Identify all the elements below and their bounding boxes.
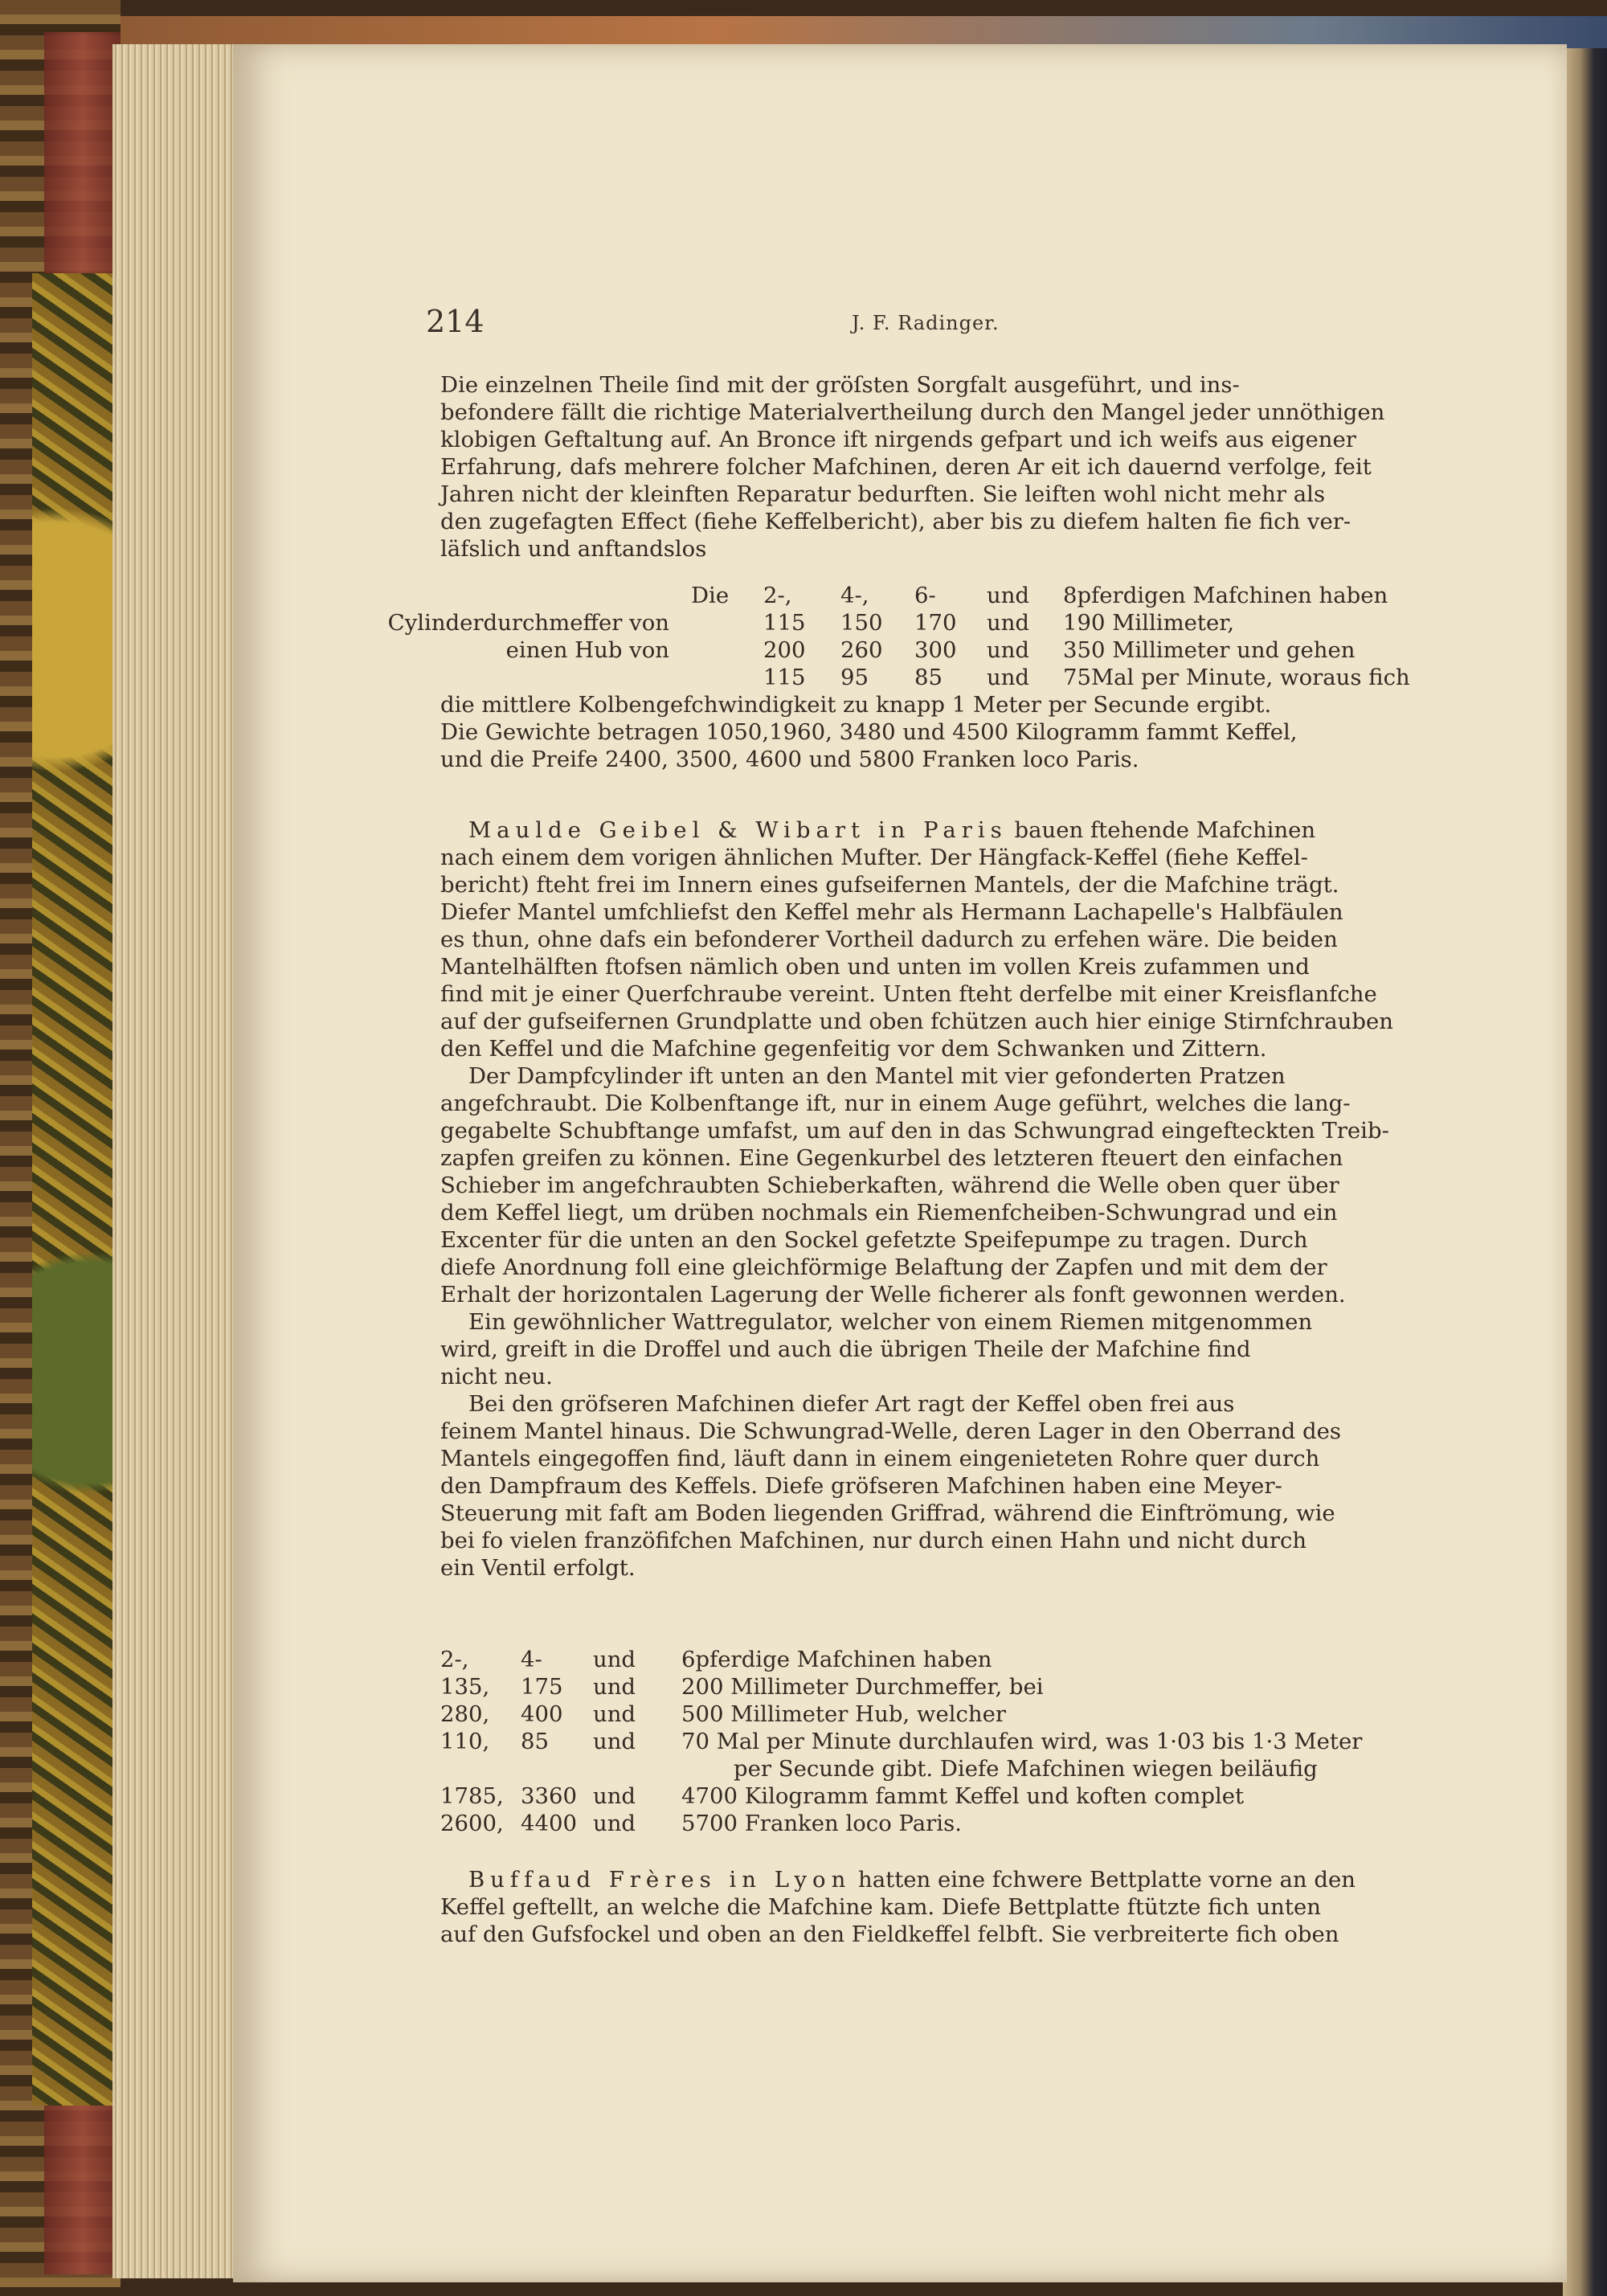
marbled-cover	[32, 273, 112, 2106]
table-cell: 3360	[521, 1783, 577, 1809]
table-cell: einen Hub von	[505, 637, 669, 663]
table-engine-specs-1	[387, 582, 1485, 691]
paragraph-3-line: auf der gufseifernen Grundplatte und oben fchützen auch hier einige Stirnfchrauben	[440, 1009, 1393, 1034]
page-header	[426, 304, 1454, 352]
paragraph-2	[440, 691, 1437, 773]
running-head: J. F. Radinger.	[852, 312, 1000, 334]
firm-name-maulde: Maulde Geibel & Wibart in Paris	[468, 817, 1008, 843]
table-cell: 2600,	[440, 1811, 504, 1836]
table-cell: 85	[914, 665, 943, 690]
table-cell: 95	[840, 665, 869, 690]
table-cell: und	[593, 1811, 636, 1836]
paragraph-1	[440, 371, 1437, 563]
table-cell: 135,	[440, 1674, 490, 1700]
table-cell: 190 Millimeter,	[1063, 610, 1235, 636]
table-cell: 4400	[521, 1811, 577, 1836]
paragraph-1-line: läfslich und anftandslos	[440, 536, 707, 562]
paragraph-3-line: zapfen greifen zu können. Eine Gegenkurbel des letzteren fteuert den einfachen	[440, 1145, 1343, 1171]
table-row	[440, 1782, 1485, 1810]
table-cell: Die	[691, 583, 730, 608]
paragraph-3-line: diefe Anordnung foll eine gleichförmige Belaftung der Zapfen und mit dem der	[440, 1254, 1327, 1280]
paragraph-1-line: befondere fällt die richtige Materialvertheilung durch den Mangel jeder unnöthigen	[440, 399, 1385, 425]
paragraph-3	[440, 816, 1437, 1582]
table-cell: 260	[840, 637, 883, 663]
table-row	[440, 582, 1485, 609]
table-cell: 4-,	[840, 583, 869, 608]
table-cell: per Secunde gibt. Diefe Mafchinen wiegen beiläufig	[734, 1756, 1318, 1782]
table-row	[387, 609, 1485, 636]
paragraph-3-line: Steuerung mit faft am Boden liegenden Griffrad, während die Einftrömung, wie	[440, 1500, 1335, 1526]
table-cell: 85	[521, 1729, 549, 1754]
paragraph-3-line: den Dampfraum des Keffels. Diefe gröfseren Mafchinen haben eine Meyer-	[440, 1473, 1282, 1499]
paragraph-1-line: klobigen Geftaltung auf. An Bronce ift nirgends gefpart und ich weifs aus eigener	[440, 427, 1356, 452]
table-cell: 170	[914, 610, 957, 636]
table-cell: 6pferdige Mafchinen haben	[681, 1647, 992, 1672]
paragraph-3-line: dem Keffel liegt, um drüben nochmals ein Riemenfcheiben-Schwungrad und ein	[440, 1200, 1338, 1226]
table-row	[440, 636, 1485, 664]
paragraph-3-line: angefchraubt. Die Kolbenftange ift, nur in einem Auge geführt, welches die lang-	[440, 1091, 1351, 1116]
paragraph-3-line: feinem Mantel hinaus. Die Schwungrad-Welle, deren Lager in den Oberrand des	[440, 1418, 1341, 1444]
table-row	[440, 1810, 1485, 1837]
firm-name-buffaud: Buffaud Frères in Lyon	[468, 1867, 852, 1893]
table-cell: 200 Millimeter Durchmeffer, bei	[681, 1674, 1044, 1700]
paragraph-3-line: es thun, ohne dafs ein befonderer Vortheil dadurch zu erfehen wäre. Die beiden	[440, 927, 1338, 952]
page-edges-right	[1563, 48, 1607, 2296]
table-cell: 4-	[521, 1647, 542, 1672]
table-cell: 4700 Kilogramm fammt Keffel und koften complet	[681, 1783, 1245, 1809]
table-row	[440, 1701, 1485, 1728]
table-cell: 175	[521, 1674, 563, 1700]
table-cell: und	[593, 1783, 636, 1809]
page-number: 214	[426, 304, 485, 339]
paragraph-3-line: Erhalt der horizontalen Lagerung der Welle ficherer als fonft gewonnen werden.	[440, 1282, 1346, 1308]
table-cell: 110,	[440, 1729, 490, 1754]
paragraph-3-line: Bei den gröfseren Mafchinen diefer Art ragt der Keffel oben frei aus	[440, 1391, 1235, 1417]
paragraph-3-line: bericht) fteht frei im Innern eines gufseifernen Mantels, der die Mafchine trägt.	[440, 872, 1339, 898]
table-cell: und	[987, 665, 1030, 690]
table-cell: Cylinderdurchmeffer von	[387, 610, 669, 636]
paragraph-1-line: Erfahrung, dafs mehrere folcher Mafchinen, deren Ar eit ich dauernd verfolge, feit	[440, 454, 1372, 480]
table-cell: 6-	[914, 583, 936, 608]
paragraph-4-line: Keffel geftellt, an welche die Mafchine kam. Diefe Bettplatte ftützte fich unten	[440, 1894, 1321, 1920]
table-cell: 500 Millimeter Hub, welcher	[681, 1701, 1007, 1727]
paragraph-3-line: ein Ventil erfolgt.	[440, 1555, 636, 1581]
paragraph-2-line: Die Gewichte betragen 1050,1960, 3480 und 4500 Kilogramm fammt Keffel,	[440, 719, 1298, 745]
paragraph-3-first-line: Maulde Geibel & Wibart in Paris bauen ftehende Mafchinen	[468, 817, 1316, 843]
paragraph-3-line: nicht neu.	[440, 1364, 553, 1389]
table-cell: 75Mal per Minute, woraus fich	[1063, 665, 1410, 690]
paragraph-3-line: Excenter für die unten an den Sockel gefetzte Speifepumpe zu tragen. Durch	[440, 1227, 1308, 1253]
table-cell: 300	[914, 637, 957, 663]
table-cell: 1785,	[440, 1783, 504, 1809]
paragraph-3-line: Ein gewöhnlicher Wattregulator, welcher von einem Riemen mitgenommen	[440, 1309, 1313, 1335]
table-cell: 2-,	[763, 583, 792, 608]
paragraph-3-line: wird, greift in die Droffel und auch die übrigen Theile der Mafchine find	[440, 1336, 1251, 1362]
paragraph-3-line: gegabelte Schubftange umfafst, um auf den in das Schwungrad eingefteckten Treib-	[440, 1118, 1389, 1144]
table-row	[440, 1728, 1485, 1755]
paragraph-3-line: Mantels eingegoffen find, läuft dann in einem eingenieteten Rohre quer durch	[440, 1446, 1320, 1471]
table-cell: und	[593, 1647, 636, 1672]
paragraph-3-line: Schieber im angefchraubten Schieberkaften, während die Welle oben quer über	[440, 1173, 1339, 1198]
paragraph-3-line: bei fo vielen franzöfifchen Mafchinen, nur durch einen Hahn und nicht durch	[440, 1528, 1307, 1553]
paragraph-2-line: die mittlere Kolbengefchwindigkeit zu knapp 1 Meter per Secunde ergibt.	[440, 692, 1272, 718]
paragraph-3-line: Mantelhälften ftofsen nämlich oben und unten im vollen Kreis zufammen und	[440, 954, 1310, 980]
table-cell: 8pferdigen Mafchinen haben	[1063, 583, 1388, 608]
table-row	[440, 664, 1485, 691]
table-cell: 115	[763, 610, 806, 636]
table-cell: 200	[763, 637, 806, 663]
table-row	[440, 1755, 1485, 1782]
paragraph-1-line: den zugefagten Effect (fiehe Keffelbericht), aber bis zu diefem halten fie fich ver-	[440, 509, 1351, 534]
table-cell: 115	[763, 665, 806, 690]
table-cell: 350 Millimeter und gehen	[1063, 637, 1356, 663]
paragraph-3-line: Diefer Mantel umfchliefst den Keffel mehr als Hermann Lachapelle's Halbfäulen	[440, 899, 1343, 925]
paragraph-3-line: Der Dampfcylinder ift unten an den Mantel mit vier gefonderten Pratzen	[440, 1063, 1286, 1089]
page-edges-left	[112, 44, 233, 2278]
table-cell: 400	[521, 1701, 563, 1727]
paragraph-4	[440, 1866, 1437, 1948]
table-cell: und	[593, 1729, 636, 1754]
table-cell: und	[987, 583, 1030, 608]
paragraph-4-first-line: Buffaud Frères in Lyon hatten eine fchwere Bettplatte vorne an den	[468, 1867, 1356, 1893]
table-cell: 5700 Franken loco Paris.	[681, 1811, 962, 1836]
paragraph-1-line: Die einzelnen Theile ſind mit der gröſsten Sorgfalt ausgeführt, und ins-	[440, 372, 1240, 398]
paragraph-4-line: auf den Gufsfockel und oben an den Fieldkeffel felbft. Sie verbreiterte fich oben	[440, 1922, 1339, 1947]
table-cell: 2-,	[440, 1647, 469, 1672]
table-cell: und	[593, 1674, 636, 1700]
table-cell: und	[593, 1701, 636, 1727]
table-row	[440, 1673, 1485, 1701]
table-cell: 150	[840, 610, 883, 636]
table-cell: und	[987, 610, 1030, 636]
paragraph-3-line: nach einem dem vorigen ähnlichen Mufter. Der Hängfack-Keffel (fiehe Keffel-	[440, 845, 1308, 870]
paragraph-3-line: den Keffel und die Mafchine gegenfeitig vor dem Schwanken und Zittern.	[440, 1036, 1267, 1062]
table-cell: und	[987, 637, 1030, 663]
table-cell: 280,	[440, 1701, 490, 1727]
table-engine-specs-2	[440, 1646, 1485, 1837]
table-cell: 70 Mal per Minute durchlaufen wird, was 1·03 bis 1·3 Meter	[681, 1729, 1363, 1754]
paragraph-3-line: find mit je einer Querfchraube vereint. Unten fteht derfelbe mit einer Kreisflanfche	[440, 981, 1377, 1007]
paragraph-2-line: und die Preife 2400, 3500, 4600 und 5800 Franken loco Paris.	[440, 747, 1139, 772]
table-row	[440, 1646, 1485, 1673]
paragraph-1-line: Jahren nicht der kleinften Reparatur bedurften. Sie leiften wohl nicht mehr als	[440, 481, 1326, 507]
